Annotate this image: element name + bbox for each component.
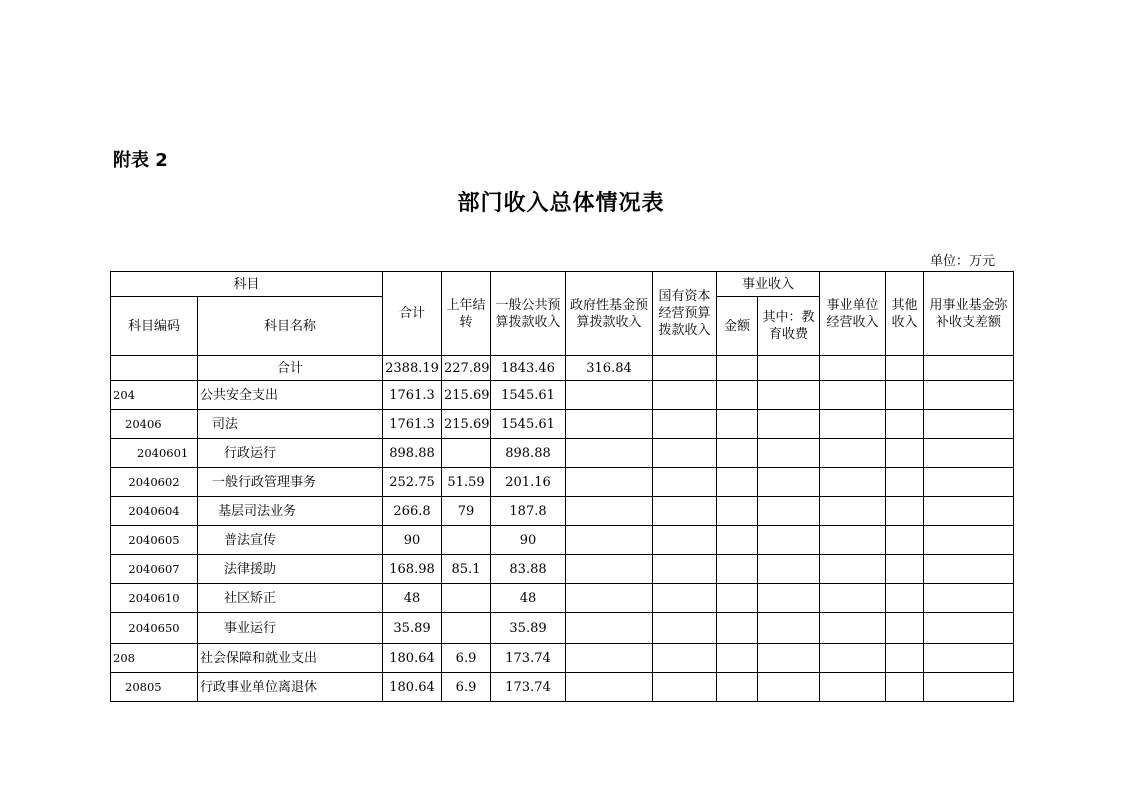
header-carryover: 上年结转 [442,272,491,356]
table-row [111,644,1014,673]
total-label: 合计 [198,356,383,381]
row-name: 事业运行 [198,613,383,644]
row-name: 普法宣传 [198,526,383,555]
income-table [110,271,1014,702]
row-name: 司法 [198,410,383,439]
total-code [111,356,198,381]
row-general: 35.89 [491,613,566,644]
row-general: 48 [491,584,566,613]
row-name: 法律援助 [198,555,383,584]
row-name: 社会保障和就业支出 [198,644,383,673]
row-general: 898.88 [491,439,566,468]
row-total: 1761.3 [383,381,442,410]
row-general: 173.74 [491,644,566,673]
header-edu-fee: 其中：教育收费 [758,297,820,356]
header-general-budget: 一般公共预算拨款收入 [491,272,566,356]
row-general: 173.74 [491,673,566,702]
row-carryover: 6.9 [442,673,491,702]
row-carryover [442,439,491,468]
header-other: 其他收入 [886,272,924,356]
table-row [111,468,1014,497]
page-title: 部门收入总体情况表 [457,190,665,216]
row-total: 898.88 [383,439,442,468]
row-carryover: 79 [442,497,491,526]
row-code: 20805 [111,673,198,702]
table-row [111,613,1014,644]
row-total: 168.98 [383,555,442,584]
row-carryover: 215.69 [442,381,491,410]
header-row-1 [111,272,1014,297]
row-code: 2040602 [111,468,198,497]
total-carryover: 227.89 [442,356,491,381]
header-operating: 事业单位经营收入 [820,272,886,356]
row-general: 83.88 [491,555,566,584]
header-amount: 金额 [717,297,758,356]
row-general: 187.8 [491,497,566,526]
header-gov-fund: 政府性基金预算拨款收入 [566,272,653,356]
row-general: 201.16 [491,468,566,497]
row-code: 2040610 [111,584,198,613]
unit-label: 单位：万元 [930,254,996,269]
header-code: 科目编码 [111,297,198,356]
header-business-income: 事业收入 [717,272,820,297]
header-fund-offset: 用事业基金弥补收支差额 [924,272,1014,356]
row-code: 208 [111,644,198,673]
header-state-capital: 国有资本经营预算拨款收入 [653,272,717,356]
row-total: 90 [383,526,442,555]
row-carryover [442,584,491,613]
row-code: 20406 [111,410,198,439]
total-row [111,356,1014,381]
row-total: 35.89 [383,613,442,644]
row-total: 1761.3 [383,410,442,439]
table-row [111,673,1014,702]
row-code: 2040605 [111,526,198,555]
table-row [111,526,1014,555]
table-row [111,439,1014,468]
row-total: 180.64 [383,673,442,702]
total-total: 2388.19 [383,356,442,381]
row-carryover [442,526,491,555]
table-row [111,381,1014,410]
row-carryover: 51.59 [442,468,491,497]
row-name: 一般行政管理事务 [198,468,383,497]
row-carryover: 6.9 [442,644,491,673]
row-code: 2040650 [111,613,198,644]
row-general: 90 [491,526,566,555]
row-code: 2040601 [111,439,198,468]
row-total: 48 [383,584,442,613]
table-row [111,497,1014,526]
row-name: 社区矫正 [198,584,383,613]
table-row [111,410,1014,439]
total-gov-fund: 316.84 [566,356,653,381]
row-general: 1545.61 [491,381,566,410]
row-general: 1545.61 [491,410,566,439]
row-code: 2040607 [111,555,198,584]
annex-label: 附表 2 [113,150,168,171]
row-carryover: 215.69 [442,410,491,439]
row-carryover [442,613,491,644]
row-code: 2040604 [111,497,198,526]
header-name: 科目名称 [198,297,383,356]
header-subject: 科目 [111,272,383,297]
row-name: 行政运行 [198,439,383,468]
row-name: 行政事业单位离退休 [198,673,383,702]
total-general: 1843.46 [491,356,566,381]
row-total: 180.64 [383,644,442,673]
table-row [111,555,1014,584]
row-total: 252.75 [383,468,442,497]
header-total: 合计 [383,272,442,356]
row-total: 266.8 [383,497,442,526]
row-code: 204 [111,381,198,410]
row-name: 公共安全支出 [198,381,383,410]
row-carryover: 85.1 [442,555,491,584]
table-row [111,584,1014,613]
row-name: 基层司法业务 [198,497,383,526]
